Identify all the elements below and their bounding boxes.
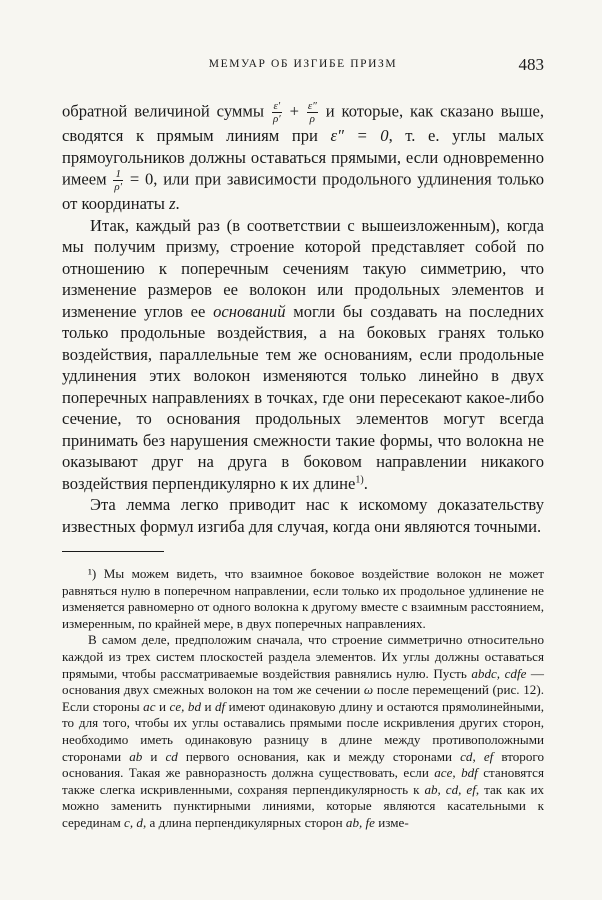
fraction-numerator: ε″ — [307, 100, 317, 112]
fraction-denominator: ρ′ — [272, 113, 281, 125]
math-variable: ac — [143, 698, 156, 714]
fraction-numerator: ε′ — [273, 100, 281, 112]
paragraph-3: Эта лемма легко приводит нас к искомому доказательству известных формул изгиба для случая, когда они являются точными. — [62, 495, 544, 536]
text-run: изме- — [374, 814, 409, 830]
text-run: — основания двух смежных волокон на том же сечении — [62, 665, 544, 698]
text-run: становятся также слегка искривленными, сохраняя перпендикулярность к — [62, 765, 545, 797]
fraction-denominator: ρ — [309, 113, 315, 125]
math-variable: ab, cd, ef — [424, 781, 476, 797]
text-run: и — [142, 748, 166, 764]
math-variable: ce, bd — [169, 698, 201, 714]
math-variable: ω — [363, 682, 374, 698]
text-run: , так как их можно заменить пунктирными линиями, которые являются касательными к серединам — [62, 781, 544, 830]
text-run: после перемещений (рис. 12). Если стороны — [62, 682, 544, 714]
page-number: 483 — [518, 55, 544, 74]
footnote — [62, 566, 544, 832]
text-run: , или при зависимости продольного удлинения только от координаты — [62, 169, 544, 213]
math-variable: cd — [165, 748, 178, 764]
paragraph-2 — [62, 215, 544, 495]
text-run: имеют одинаковую длину и остаются прямолинейными, то для того, чтобы их углы оставались прямыми после искривления других сторон, необходимо иметь одинаковую разницу в длине между противоположными сторонами — [62, 698, 544, 764]
text-run: первого основания, как и между сторонами — [177, 748, 461, 764]
text-run: и которые, как сказано выше, сводятся к прямым линиям при — [62, 101, 544, 145]
text-run: Итак, каждый раз (в соответствии с вышеизложенным), когда мы получим призму, строение которой представляет собой по отношению к поперечным сечениям такую симметрию, что изменение размеров ее волокон или продольных элементов и изменение углов ее — [62, 215, 544, 321]
paragraph-1 — [62, 100, 544, 215]
text-run: и — [201, 698, 215, 714]
math-variable: cd, ef — [460, 748, 494, 764]
fraction-numerator: 1 — [113, 168, 123, 181]
math-expression: = 0 — [124, 169, 154, 189]
running-head: МЕМУАР ОБ ИЗГИБЕ ПРИЗМ — [208, 58, 398, 70]
text-run: обратной величиной суммы — [62, 101, 271, 121]
math-variable: abdc, cdfe — [471, 665, 527, 681]
math-variable: ace, bdf — [434, 765, 478, 781]
footnote-rule — [62, 551, 164, 552]
page-header — [62, 55, 544, 79]
main-text — [62, 100, 544, 537]
math-variable: ab, fe — [345, 814, 375, 830]
text-run: , т. е. углы малых прямоугольников должны оставаться прямыми, если одновременно имеем — [62, 126, 544, 189]
math-expression: ε″ = 0 — [330, 126, 389, 145]
footnote-marker: 1) — [355, 473, 364, 485]
fraction-denominator: ρ′ — [114, 181, 123, 193]
math-operator: + — [282, 101, 306, 121]
math-variable: df — [215, 698, 226, 714]
math-variable: z — [169, 194, 176, 213]
text-run: могли бы создавать на последних только продольные воздействия, а на боковых гранях только воздействия, параллельные тем же основаниям, если продольные удлинения этих волокон изменяются только линейно в двух поперечных направлениях в точках, где они пересекают какое-либо сечение, то основания продольных элементов могут всегда принимать без нарушения смежности такие формы, что волокна не оказывают друг на друга в боковом направлении никакого воздействия перпендикулярно к их длине — [62, 301, 544, 493]
footnote-paragraph-2 — [62, 632, 544, 831]
footnote-paragraph-1: ¹) Мы можем видеть, что взаимное боковое воздействие волокон не может равняться нулю в поперечном направлении, если только их продольное удлинение не изменяется равномерно от одного волокна к другому вместе с взаимным расстоянием, измеренным, по крайней мере, в двух поперечных направлениях. — [62, 566, 544, 631]
fraction — [113, 168, 123, 193]
text-run: В самом деле, предположим сначала, что строение симметрично относительно каждой из трех систем плоскостей раздела элементов. Их углы должны оставаться прямыми, чтобы рассматриваемые воздействия равнялись нулю. Пусть — [62, 632, 544, 681]
text-run: . — [363, 473, 368, 493]
fraction — [272, 100, 282, 125]
text-run: и — [155, 698, 170, 714]
text-run: . — [175, 194, 180, 213]
fraction — [307, 100, 318, 125]
text-run: второго основания. Такая же равноразность должна существовать, если — [62, 748, 544, 781]
math-variable: ab — [129, 748, 143, 764]
emphasis: оснований — [213, 301, 286, 321]
text-run: , а длина перпендикулярных сторон — [142, 814, 346, 830]
math-variable: c, d — [124, 814, 143, 830]
